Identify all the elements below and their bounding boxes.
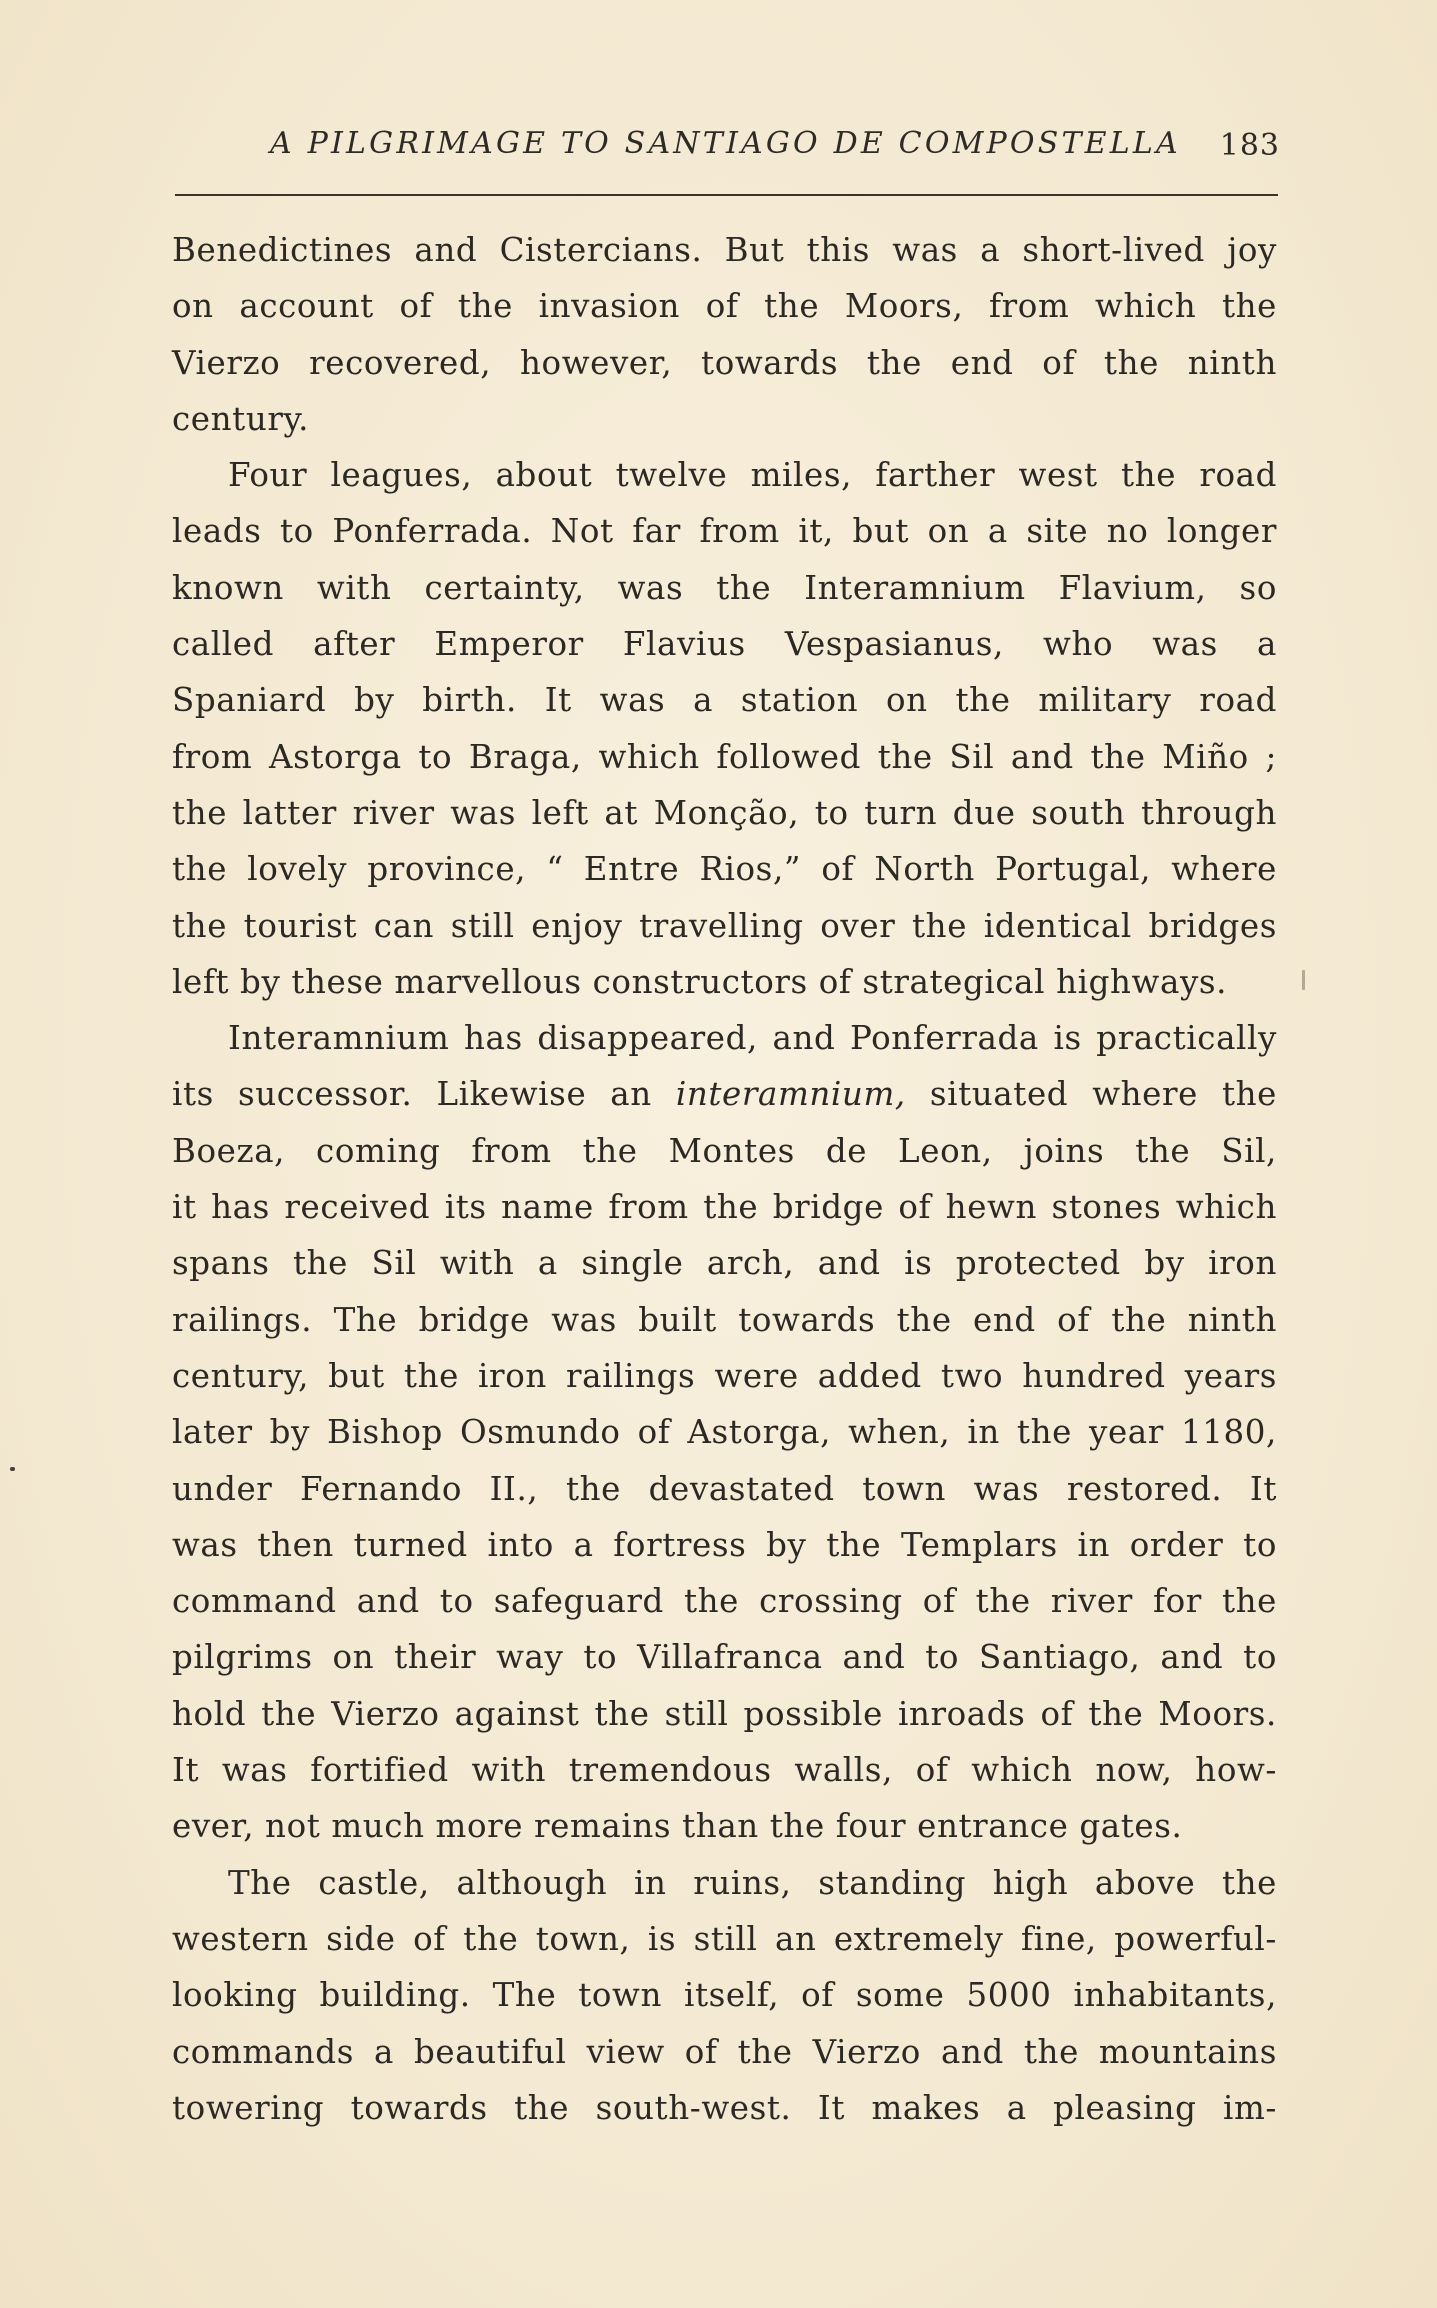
text-line: the latter river was left at Monção, to turn due south through xyxy=(172,793,1277,832)
text-line: the lovely province, “ Entre Rios,” of North Portugal, where xyxy=(172,850,1277,889)
text-line: century. xyxy=(172,399,310,438)
text-line: from Astorga to Braga, which followed the Sil and the Miño ; xyxy=(172,737,1277,776)
text-segment: situated where the xyxy=(929,1075,1278,1114)
header-rule xyxy=(175,194,1278,196)
paragraph-start-line: The castle, although in ruins, standing high above the xyxy=(228,1863,1277,1902)
paragraph-start-line: Interamnium has disappeared, and Ponferrada is practically xyxy=(228,1019,1277,1058)
text-line: ever, not much more remains than the four entrance gates. xyxy=(172,1807,1183,1846)
text-line: century, but the iron railings were added two hundred years xyxy=(172,1356,1277,1395)
text-line: It was fortified with tremendous walls, of which now, how- xyxy=(172,1751,1277,1790)
text-line: known with certainty, was the Interamnium Flavium, so xyxy=(172,568,1277,607)
text-line-with-italic xyxy=(172,1066,1277,1122)
running-head xyxy=(175,118,1280,174)
text-line: Spaniard by birth. It was a station on the military road xyxy=(172,681,1277,720)
text-line: towering towards the south-west. It makes a pleasing im- xyxy=(172,2088,1277,2127)
text-line: the tourist can still enjoy travelling over the identical bridges xyxy=(172,906,1277,945)
paper-speck xyxy=(10,1467,15,1471)
italic-term: interamnium, xyxy=(675,1075,906,1114)
text-line: left by these marvellous constructors of strategical highways. xyxy=(172,962,1228,1001)
text-line: on account of the invasion of the Moors, from which the xyxy=(172,287,1277,326)
text-line: pilgrims on their way to Villafranca and to Santiago, and to xyxy=(172,1638,1277,1677)
text-line: under Fernando II., the devastated town was restored. It xyxy=(172,1469,1277,1508)
text-line: railings. The bridge was built towards the end of the ninth xyxy=(172,1300,1277,1339)
text-line: Benedictines and Cistercians. But this was a short-lived joy xyxy=(172,231,1277,269)
text-line: was then turned into a fortress by the Templars in order to xyxy=(172,1525,1277,1564)
text-line: commands a beautiful view of the Vierzo and the mountains xyxy=(172,2032,1277,2071)
paper-speck xyxy=(1302,970,1305,990)
text-line: leads to Ponferrada. Not far from it, but on a site no longer xyxy=(172,512,1277,551)
text-line: Vierzo recovered, however, towards the end of the ninth xyxy=(172,343,1277,382)
body-text xyxy=(172,222,1277,2136)
text-line: spans the Sil with a single arch, and is protected by iron xyxy=(172,1244,1277,1283)
text-line: called after Emperor Flavius Vespasianus, who was a xyxy=(172,625,1277,664)
paragraph-start-line: Four leagues, about twelve miles, farther west the road xyxy=(228,456,1277,495)
text-line: western side of the town, is still an extremely fine, powerful- xyxy=(172,1919,1277,1958)
text-line: it has received its name from the bridge of hewn stones which xyxy=(172,1188,1277,1227)
text-line: hold the Vierzo against the still possible inroads of the Moors. xyxy=(172,1694,1277,1733)
text-line: command and to safeguard the crossing of the river for the xyxy=(172,1582,1277,1621)
text-line: later by Bishop Osmundo of Astorga, when, in the year 1180, xyxy=(172,1413,1277,1452)
text-line: Boeza, coming from the Montes de Leon, joins the Sil, xyxy=(172,1131,1277,1170)
text-segment: its successor. Likewise an xyxy=(172,1075,652,1114)
text-line: looking building. The town itself, of some 5000 inhabitants, xyxy=(172,1976,1277,2015)
running-title: A PILGRIMAGE TO SANTIAGO DE COMPOSTELLA xyxy=(270,126,1181,161)
page-number: 183 xyxy=(1219,128,1280,163)
